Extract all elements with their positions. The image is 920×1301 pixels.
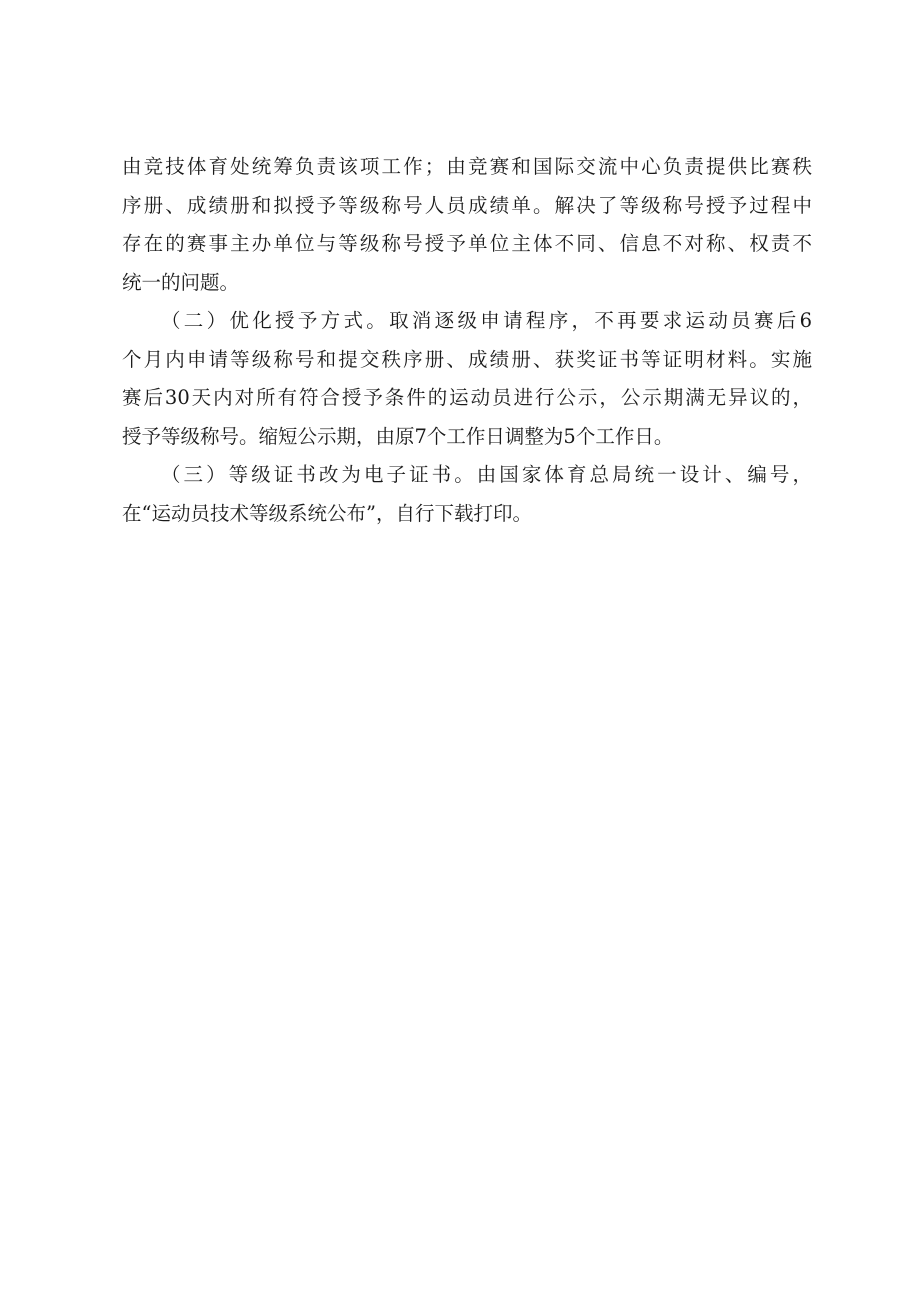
paragraph-line: 在“运动员技术等级系统公布”，自行下载打印。	[122, 501, 532, 525]
paragraph-2	[122, 302, 812, 456]
paragraph-line: 赛后30天内对所有符合授予条件的运动员进行公示，公示期满无异议的，	[122, 386, 812, 409]
document-body	[122, 148, 812, 533]
paragraph-line: 个月内申请等级称号和提交秩序册、成绩册、获奖证书等证明材料。实施	[122, 347, 812, 371]
paragraph-line: 由竞技体育处统筹负责该项工作；由竞赛和国际交流中心负责提供比赛秩	[122, 155, 812, 178]
paragraph-1	[122, 148, 812, 302]
paragraph-line: 统一的问题。	[122, 270, 240, 294]
paragraph-line: （三）等级证书改为电子证书。由国家体育总局统一设计、编号，	[161, 463, 812, 486]
paragraph-line: （二）优化授予方式。取消逐级申请程序，不再要求运动员赛后6	[161, 309, 812, 332]
paragraph-line: 授予等级称号。缩短公示期，由原7个工作日调整为5个工作日。	[122, 424, 674, 448]
paragraph-line: 序册、成绩册和拟授予等级称号人员成绩单。解决了等级称号授予过程中	[122, 193, 812, 217]
paragraph-line: 存在的赛事主办单位与等级称号授予单位主体不同、信息不对称、权责不	[122, 232, 812, 255]
paragraph-3	[122, 456, 812, 533]
